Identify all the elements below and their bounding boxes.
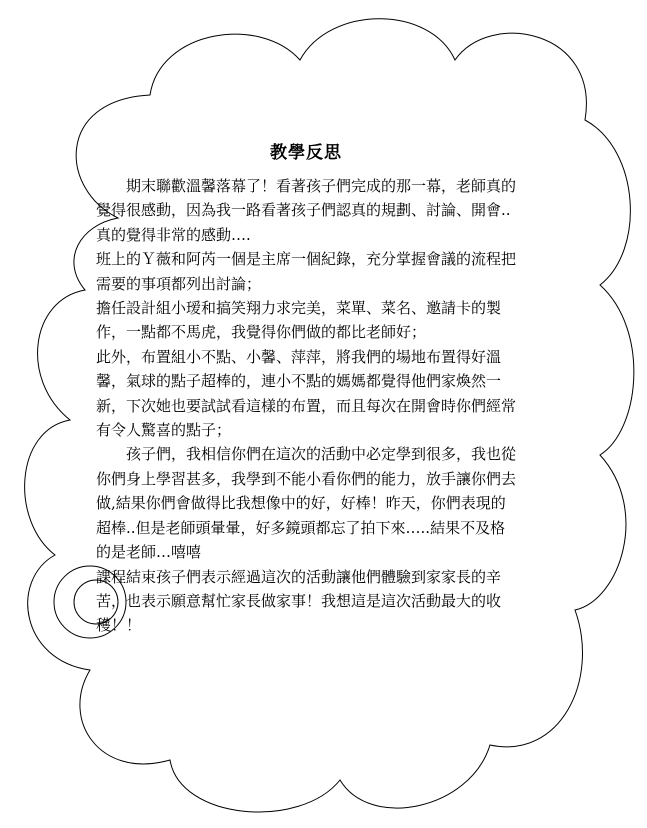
reflection-text-box <box>96 140 516 638</box>
paragraph-conclusion: 課程結束孩子們表示經過這次的活動讓他們體驗到家家長的辛苦，也表示願意幫忙家長做家事！我想這是這次活動最大的收穫！！ <box>96 567 502 635</box>
paragraph-decoration-team: 此外，布置組小不點、小馨、萍萍，將我們的場地布置得好溫馨，氣球的點子超棒的，連小不點的媽媽都覺得他們家煥然一新，下次她也要試試看這樣的布置，而且每次在開會時你們經常有令人驚喜的點子； <box>96 347 517 440</box>
paragraph-chair-recorder: 班上的Ｙ薇和阿芮一個是主席一個紀錄，充分掌握會議的流程把需要的事項都列出討論； <box>96 250 517 293</box>
paragraph-opening: 期末聯歡溫馨落幕了！看著孩子們完成的那一幕，老師真的覺得很感動，因為我一路看著孩子們認真的規劃、討論、開會..真的覺得非常的感動…. <box>96 177 517 244</box>
paragraph-learning: 孩子們，我相信你們在這次的活動中必定學到很多，我也從你們身上學習甚多，我學到不能小看你們的能力，放手讓你們去做,結果你們會做得比我想像中的好，好棒！昨天，你們表現的超棒..但是老師頭暈暈，好多鏡頭都忘了拍下來…..結果不及格的是老師…嘻嘻 <box>96 445 517 562</box>
document-title: 教學反思 <box>270 143 342 163</box>
paragraph-design-team: 擔任設計組小瑷和搞笑翔力求完美，菜單、菜名、邀請卡的製作，一點都不馬虎，我覺得你們做的都比老師好； <box>96 299 502 342</box>
